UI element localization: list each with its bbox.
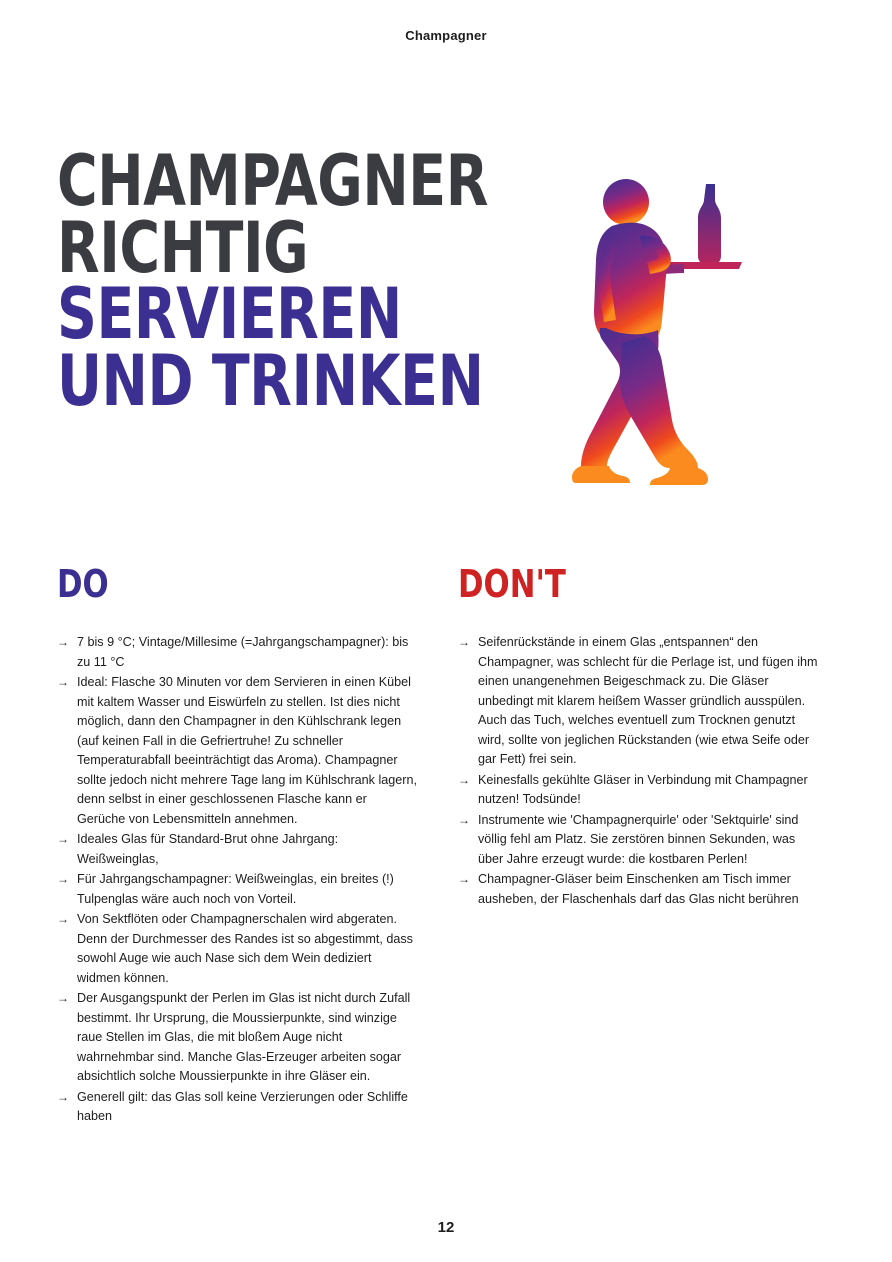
list-item-text: 7 bis 9 °C; Vintage/Millesime (=Jahrgangschampagner): bis zu 11 °C [77, 635, 409, 669]
arrow-icon: → [57, 872, 69, 887]
dont-column-title: DON'T [458, 562, 566, 606]
list-item [458, 633, 818, 770]
arrow-icon: → [57, 1089, 69, 1104]
arrow-icon: → [458, 812, 470, 827]
list-item [458, 811, 818, 870]
list-item [57, 989, 417, 1087]
arrow-icon: → [57, 675, 69, 690]
list-item [57, 1088, 417, 1127]
list-item [57, 870, 417, 909]
head-shape [603, 179, 649, 225]
page-title [57, 140, 527, 422]
arrow-icon: → [57, 991, 69, 1006]
headline-line-1: CHAMPAGNER [57, 140, 488, 222]
list-item-text: Seifenrückstände in einem Glas „entspannen“ den Champagner, was schlecht für die Perlage ist, und fügen ihm einen unangenehmen Beigeschmack zu. Die Gläser unbedingt mit klarem heißem Wasser gründlich ausspülen. Auch das Tuch, welches eventuell zum Trocknen genutzt wird, sollte von jeglichen Rückstanden (wie etwa Seife oder gar Fett) frei sein. [478, 635, 818, 767]
arrow-icon: → [57, 635, 69, 649]
list-item [458, 870, 818, 909]
arrow-icon: → [57, 912, 69, 927]
list-item-text: Champagner-Gläser beim Einschenken am Tisch immer ausheben, der Flaschenhals darf das Glas nicht berühren [478, 872, 799, 906]
headline-line-3: SERVIEREN [57, 273, 402, 355]
arrow-icon: → [458, 872, 470, 887]
waiter-illustration [520, 150, 820, 510]
list-item [57, 830, 417, 869]
list-item [57, 673, 417, 829]
arrow-icon: → [458, 772, 470, 787]
list-item [57, 910, 417, 988]
list-item-text: Generell gilt: das Glas soll keine Verzierungen oder Schliffe haben [77, 1089, 408, 1124]
list-item-text: Instrumente wie 'Champagnerquirle' oder 'Sektquirle' sind völlig fehl am Platz. Sie zerstören binnen Sekunden, was über Jahre erzeugt wurde: die kostbaren Perlen! [478, 812, 799, 866]
list-item-text: Von Sektflöten oder Champagnerschalen wird abgeraten. Denn der Durchmesser des Randes ist so abgestimmt, dass sowohl Auge wie auch Nase sich dem Wein dediziert widmen können. [77, 912, 413, 985]
list-item-text: Der Ausgangspunkt der Perlen im Glas ist nicht durch Zufall bestimmt. Ihr Ursprung, die Moussierpunkte, sind winzige raue Stellen im Glas, die mit bloßem Auge nicht wahrnehmbar sind. Manche Glas-Erzeuger arbeiten sogar absichtlich solche Moussierpunkte in ihre Gläser ein. [77, 991, 411, 1084]
running-head: Champagner [405, 28, 487, 43]
arrow-icon: → [458, 635, 470, 649]
dont-list [458, 633, 818, 909]
do-column-title: DO [57, 562, 109, 606]
list-item [57, 633, 417, 672]
do-column [57, 562, 417, 1128]
leg-front-shape [620, 336, 698, 468]
arrow-icon: → [57, 832, 69, 847]
bottle-shape [698, 184, 721, 264]
page-number: 12 [437, 1219, 455, 1236]
do-list [57, 633, 417, 1127]
list-item [458, 771, 818, 810]
headline-line-4: UND TRINKEN [57, 339, 484, 422]
headline-line-2: RICHTIG [57, 206, 309, 289]
list-item-text: Für Jahrgangschampagner: Weißweinglas, ein breites (!) Tulpenglas wäre auch noch von Vorteil. [77, 872, 394, 906]
list-item-text: Ideales Glas für Standard-Brut ohne Jahrgang: Weißweinglas, [77, 832, 339, 866]
list-item-text: Keinesfalls gekühlte Gläser in Verbindung mit Champagner nutzen! Todsünde! [478, 772, 808, 807]
list-item-text: Ideal: Flasche 30 Minuten vor dem Servieren in einen Kübel mit kaltem Wasser und Eiswürfeln zu stellen. Ist dies nicht möglich, dann den Champagner in den Kühlschrank legen (auf keinen Fall in die Gefriertruhe! Zu schneller Temperaturabfall beeinträchtigt das Aroma). Champagner sollte jedoch nicht mehrere Tage lang im Kühlschrank lagern, denn selbst in einer geschlossenen Flasche kann er Gerüche von Lebensmitteln annehmen. [77, 675, 417, 826]
dont-column [458, 562, 818, 910]
